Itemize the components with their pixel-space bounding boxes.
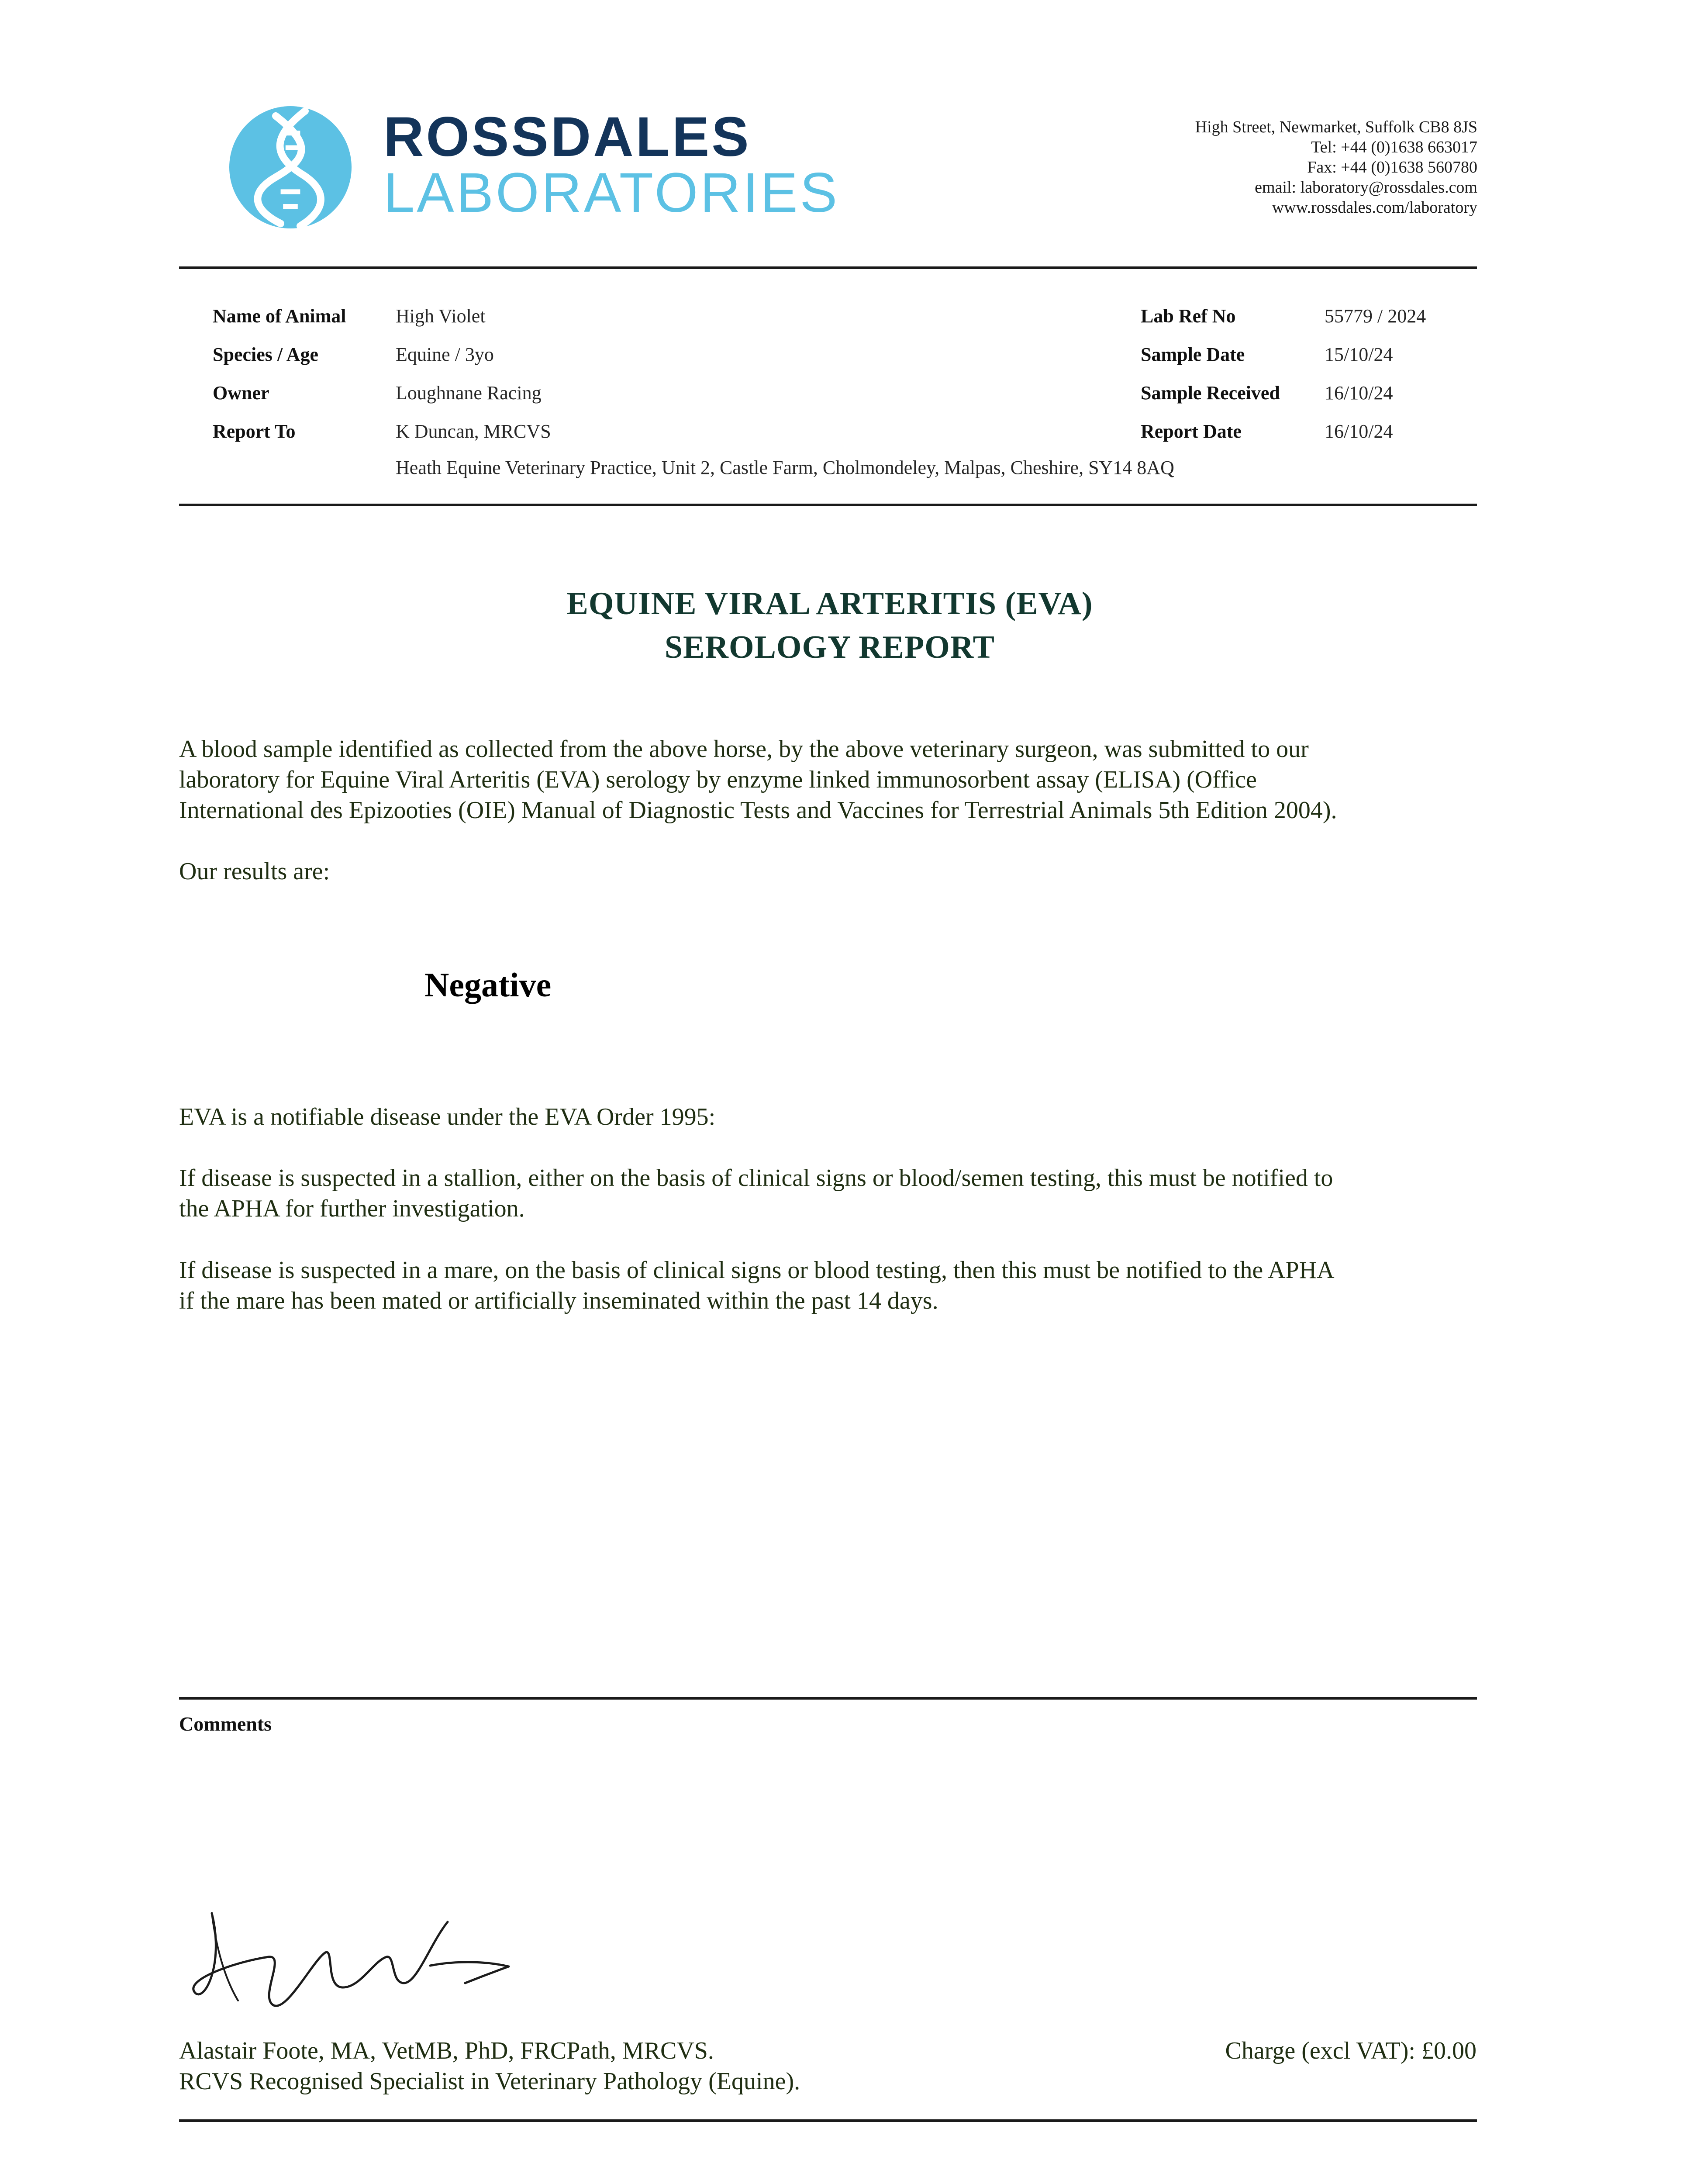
label-sample-received: Sample Received [1141,382,1280,404]
divider [179,1697,1477,1700]
practice-address: Heath Equine Veterinary Practice, Unit 2, Castle Farm, Cholmondeley, Malpas, Cheshire, SY14 8AQ [396,457,1174,478]
stallion-line: the APHA for further investigation. [179,1195,525,1222]
signer-name: Alastair Foote, MA, VetMB, PhD, FRCPath, MRCVS. [179,2037,714,2064]
signer-block [179,2035,800,2097]
stallion-paragraph [179,1163,1480,1224]
contact-block [1195,117,1477,218]
report-subtitle: SEROLOGY REPORT [665,629,995,665]
value-lab-ref-no: 55779 / 2024 [1325,305,1426,327]
mare-paragraph [179,1255,1480,1316]
label-name-of-animal: Name of Animal [213,305,346,327]
value-report-to: K Duncan, MRCVS [396,421,551,442]
results-intro: Our results are: [179,858,330,885]
email: email: laboratory@rossdales.com [1255,178,1477,197]
dna-helix-icon [229,106,352,228]
mare-line: if the mare has been mated or artificially inseminated within the past 14 days. [179,1287,938,1314]
intro-line: International des Epizooties (OIE) Manual of Diagnostic Tests and Vaccines for Terrestrial Animals 5th Edition 2004). [179,797,1337,824]
value-owner: Loughnane Racing [396,382,542,404]
test-result: Negative [424,966,552,1004]
signature [186,1896,517,2018]
label-report-date: Report Date [1141,421,1242,442]
divider [179,504,1477,506]
intro-paragraph [179,734,1480,826]
divider [179,2119,1477,2122]
value-name-of-animal: High Violet [396,305,486,327]
signer-title: RCVS Recognised Specialist in Veterinary Pathology (Equine). [179,2068,800,2095]
label-owner: Owner [213,382,269,404]
address: High Street, Newmarket, Suffolk CB8 8JS [1195,118,1477,136]
intro-line: laboratory for Equine Viral Arteritis (EVA) serology by enzyme linked immunosorbent assay (ELISA) (Office [179,766,1257,793]
stallion-line: If disease is suspected in a stallion, either on the basis of clinical signs or blood/semen testing, this must be notified to [179,1165,1333,1192]
intro-line: A blood sample identified as collected from the above horse, by the above veterinary surgeon, was submitted to our [179,736,1309,763]
value-sample-received: 16/10/24 [1325,382,1393,404]
fax: Fax: +44 (0)1638 560780 [1307,158,1477,176]
label-species-age: Species / Age [213,344,318,365]
report-title: EQUINE VIRAL ARTERITIS (EVA) [566,586,1093,622]
website: www.rossdales.com/laboratory [1272,198,1477,217]
label-lab-ref-no: Lab Ref No [1141,305,1236,327]
value-sample-date: 15/10/24 [1325,344,1393,365]
brand-name-line2: LABORATORIES [383,162,839,224]
label-sample-date: Sample Date [1141,344,1245,365]
comments-label: Comments [179,1713,272,1735]
value-species-age: Equine / 3yo [396,344,494,365]
divider [179,266,1477,269]
notifiable-statement: EVA is a notifiable disease under the EVA Order 1995: [179,1103,716,1130]
label-report-to: Report To [213,421,296,442]
value-report-date: 16/10/24 [1325,421,1393,442]
charge: Charge (excl VAT): £0.00 [1225,2037,1477,2064]
phone: Tel: +44 (0)1638 663017 [1311,138,1477,156]
mare-line: If disease is suspected in a mare, on the basis of clinical signs or blood testing, then this must be notified to the APHA [179,1257,1335,1284]
brand-name-line1: ROSSDALES [383,106,751,168]
